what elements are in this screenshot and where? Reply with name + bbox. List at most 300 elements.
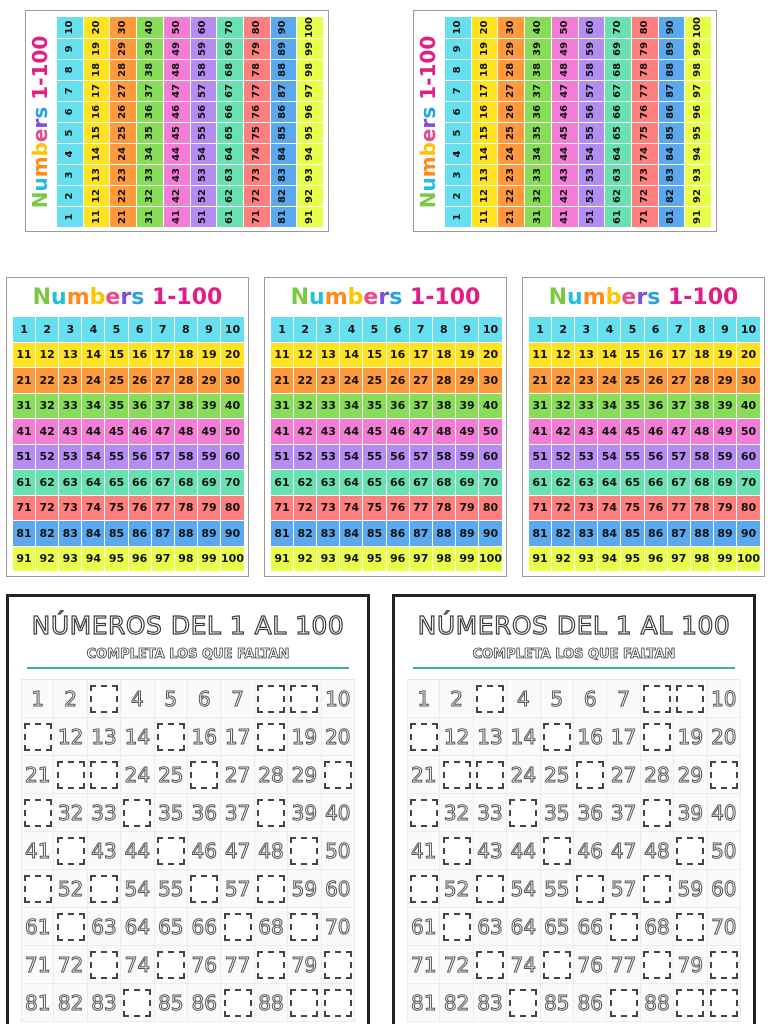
blank-box[interactable] [476, 685, 504, 713]
number-cell: 51 [529, 445, 551, 470]
number-cell: 13 [317, 343, 339, 368]
worksheet-number: 74 [510, 952, 537, 977]
chart-title-letter: 0 [465, 285, 481, 310]
number-cell: 23 [498, 165, 524, 185]
blank-box[interactable] [90, 685, 118, 713]
number-cell: 30 [110, 17, 136, 38]
number-cell: 64 [605, 144, 631, 164]
worksheet-cell [674, 794, 707, 832]
number-cell: 77 [668, 496, 690, 521]
worksheet-cell [574, 832, 607, 870]
worksheet-number: 63 [91, 914, 117, 939]
worksheet-cell [641, 984, 674, 1022]
chart-title-letter: N [28, 191, 52, 209]
worksheet-cell [221, 984, 254, 1022]
blank-box[interactable] [610, 989, 638, 1017]
number-cell: 13 [84, 165, 110, 185]
number-cell: 76 [387, 496, 409, 521]
number-cell: 9 [445, 39, 471, 59]
blank-box[interactable] [257, 875, 285, 903]
worksheet-cell [574, 794, 607, 832]
number-cell: 2 [36, 317, 58, 342]
blank-box[interactable] [257, 951, 285, 979]
number-cell: 41 [164, 207, 190, 227]
worksheet-cell [641, 718, 674, 756]
worksheet-number: 86 [191, 990, 217, 1015]
number-cell: 61 [605, 207, 631, 227]
chart-title-letter [144, 285, 152, 310]
worksheet-number: 7 [231, 686, 244, 711]
number-cell: 6 [387, 317, 409, 342]
blank-box[interactable] [676, 837, 704, 865]
number-cell: 92 [685, 186, 711, 206]
chart-title-letter: N [290, 285, 310, 310]
chart-title-letter: e [28, 128, 52, 143]
number-cell: 50 [552, 17, 578, 38]
blank-box[interactable] [710, 761, 738, 789]
worksheet-cell [574, 984, 607, 1022]
worksheet-cell [407, 832, 440, 870]
worksheet-cell [322, 984, 355, 1022]
worksheet-cell [54, 908, 87, 946]
blank-box[interactable] [290, 837, 318, 865]
worksheet-cell [54, 794, 87, 832]
number-cell: 47 [410, 419, 432, 444]
blank-box[interactable] [576, 875, 604, 903]
number-cell: 50 [164, 17, 190, 38]
worksheet-cell [221, 870, 254, 908]
number-cell: 62 [552, 470, 574, 495]
number-cell: 68 [691, 470, 713, 495]
number-cell: 76 [645, 496, 667, 521]
number-cell: 3 [575, 317, 597, 342]
worksheet-cell [288, 832, 321, 870]
number-cell: 4 [57, 144, 83, 164]
blank-box[interactable] [90, 761, 118, 789]
number-cell: 53 [59, 445, 81, 470]
worksheet-cell [574, 756, 607, 794]
worksheet-number: 21 [410, 762, 437, 787]
worksheet-cell [88, 832, 121, 870]
number-cell: 7 [152, 317, 174, 342]
worksheet-cell [221, 680, 254, 718]
number-cell: 57 [191, 81, 217, 101]
number-cell: 59 [714, 445, 736, 470]
number-cell: 43 [552, 165, 578, 185]
number-cell: 20 [737, 343, 760, 368]
number-cell: 6 [129, 317, 151, 342]
number-cell: 69 [605, 39, 631, 59]
number-cell: 25 [621, 368, 643, 393]
number-cell: 11 [13, 343, 35, 368]
number-cell: 92 [294, 547, 316, 572]
chart-title-letter: s [389, 285, 403, 310]
worksheet-cell [440, 794, 473, 832]
blank-box[interactable] [257, 799, 285, 827]
blank-box[interactable] [157, 723, 185, 751]
number-cell: 41 [552, 207, 578, 227]
number-cell: 86 [645, 521, 667, 546]
blank-box[interactable] [123, 989, 151, 1017]
blank-box[interactable] [443, 913, 471, 941]
blank-box[interactable] [643, 875, 671, 903]
number-cell: 23 [110, 165, 136, 185]
number-cell: 13 [59, 343, 81, 368]
number-cell: 24 [340, 368, 362, 393]
number-cell: 46 [552, 102, 578, 122]
number-cell: 42 [36, 419, 58, 444]
worksheet-cell [21, 718, 54, 756]
number-cell: 4 [598, 317, 620, 342]
number-cell: 52 [552, 445, 574, 470]
number-cell: 31 [137, 207, 163, 227]
blank-box[interactable] [57, 761, 85, 789]
number-cell: 98 [685, 60, 711, 80]
number-cell: 26 [645, 368, 667, 393]
blank-box[interactable] [224, 913, 252, 941]
worksheet-cell [674, 946, 707, 984]
blank-box[interactable] [643, 951, 671, 979]
number-cell: 34 [137, 144, 163, 164]
number-cell: 38 [525, 60, 551, 80]
blank-box[interactable] [410, 799, 438, 827]
worksheet-cell [88, 756, 121, 794]
number-cell: 86 [387, 521, 409, 546]
worksheet-cell [88, 984, 121, 1022]
blank-box[interactable] [257, 685, 285, 713]
number-cell: 43 [164, 165, 190, 185]
blank-box[interactable] [90, 951, 118, 979]
worksheet-cell [121, 984, 154, 1022]
worksheet-2 [392, 594, 756, 1024]
number-cell: 21 [110, 207, 136, 227]
number-cell: 47 [164, 81, 190, 101]
worksheet-number: 48 [644, 838, 670, 863]
worksheet-number: 40 [325, 800, 351, 825]
worksheet-number: 25 [544, 762, 570, 787]
number-cell: 29 [714, 368, 736, 393]
number-cell: 97 [152, 547, 174, 572]
worksheet-cell [440, 718, 473, 756]
number-cell: 80 [244, 17, 270, 38]
number-cell: 18 [433, 343, 455, 368]
worksheet-number: 19 [291, 724, 318, 749]
blank-box[interactable] [643, 799, 671, 827]
number-cell: 91 [13, 547, 35, 572]
blank-box[interactable] [676, 989, 704, 1017]
worksheet-number: 61 [410, 914, 437, 939]
number-cell: 65 [105, 470, 127, 495]
blank-box[interactable] [290, 685, 318, 713]
worksheet-number: 57 [610, 876, 637, 901]
worksheet-number: 5 [550, 686, 564, 711]
number-cell: 44 [82, 419, 104, 444]
worksheet-cell [407, 870, 440, 908]
number-cell: 93 [685, 165, 711, 185]
number-cell: 79 [714, 496, 736, 521]
chart-title-letter: 1 [151, 285, 168, 310]
blank-box[interactable] [90, 875, 118, 903]
blank-box[interactable] [543, 723, 571, 751]
number-cell: 1 [57, 207, 83, 227]
worksheet-cell [674, 870, 707, 908]
number-cell: 3 [445, 165, 471, 185]
worksheet-cell [541, 718, 574, 756]
number-grid [57, 17, 323, 227]
blank-box[interactable] [24, 799, 52, 827]
blank-box[interactable] [710, 989, 738, 1017]
chart-title-letter: - [416, 77, 440, 86]
number-cell: 6 [57, 102, 83, 122]
blank-box[interactable] [476, 875, 504, 903]
blank-box[interactable] [324, 761, 352, 789]
worksheet-number: 24 [510, 762, 537, 787]
blank-box[interactable] [123, 799, 151, 827]
number-cell: 35 [363, 394, 385, 419]
number-cell: 58 [175, 445, 197, 470]
worksheet-cell [255, 718, 288, 756]
number-cell: 38 [137, 60, 163, 80]
number-cell: 8 [175, 317, 197, 342]
blank-box[interactable] [643, 685, 671, 713]
blank-box[interactable] [476, 761, 504, 789]
worksheet-cell [474, 794, 507, 832]
number-cell: 64 [598, 470, 620, 495]
number-cell: 67 [410, 470, 432, 495]
worksheet-cell [255, 870, 288, 908]
number-cell: 85 [659, 123, 685, 143]
worksheet-cell [155, 832, 188, 870]
number-cell: 83 [317, 521, 339, 546]
number-cell: 33 [137, 165, 163, 185]
number-cell: 30 [498, 17, 524, 38]
blank-box[interactable] [543, 951, 571, 979]
blank-box[interactable] [509, 989, 537, 1017]
number-cell: 27 [498, 81, 524, 101]
blank-box[interactable] [710, 951, 738, 979]
worksheet-cell [21, 680, 54, 718]
chart-title-letter: 0 [191, 285, 208, 310]
number-cell: 51 [579, 207, 605, 227]
worksheet-number: 79 [677, 952, 704, 977]
worksheet-number: 28 [258, 762, 284, 787]
number-cell: 81 [659, 207, 685, 227]
worksheet-number: 79 [291, 952, 318, 977]
number-cell: 43 [317, 419, 339, 444]
number-cell: 71 [632, 207, 658, 227]
number-cell: 86 [271, 102, 297, 122]
blank-box[interactable] [543, 837, 571, 865]
worksheet-number: 52 [57, 876, 84, 901]
number-cell: 19 [714, 343, 736, 368]
worksheet-cell [88, 794, 121, 832]
number-cell: 50 [479, 419, 502, 444]
number-cell: 77 [632, 81, 658, 101]
blank-box[interactable] [57, 913, 85, 941]
worksheet-cell [607, 680, 640, 718]
blank-box[interactable] [324, 989, 352, 1017]
worksheet-cell [121, 870, 154, 908]
number-cell: 87 [271, 81, 297, 101]
worksheet-number: 14 [124, 724, 151, 749]
number-cell: 12 [36, 343, 58, 368]
number-cell: 43 [575, 419, 597, 444]
worksheet-cell [440, 908, 473, 946]
worksheet-cell [88, 908, 121, 946]
blank-box[interactable] [443, 837, 471, 865]
number-cell: 5 [57, 123, 83, 143]
worksheet-cell [21, 946, 54, 984]
numbers-chart-3 [522, 277, 765, 577]
worksheet-cell [474, 756, 507, 794]
number-cell: 100 [221, 547, 244, 572]
blank-box[interactable] [57, 837, 85, 865]
number-cell: 93 [575, 547, 597, 572]
number-cell: 90 [479, 521, 502, 546]
blank-box[interactable] [443, 761, 471, 789]
number-cell: 69 [198, 470, 220, 495]
number-cell: 35 [525, 123, 551, 143]
number-cell: 37 [152, 394, 174, 419]
worksheet-number: 12 [443, 724, 470, 749]
blank-box[interactable] [24, 875, 52, 903]
number-cell: 92 [297, 186, 323, 206]
worksheet-cell [188, 680, 221, 718]
worksheet-cell [54, 680, 87, 718]
number-cell: 21 [271, 368, 293, 393]
number-cell: 52 [191, 186, 217, 206]
number-cell: 39 [525, 39, 551, 59]
worksheet-number: 6 [583, 686, 597, 711]
number-cell: 20 [221, 343, 244, 368]
number-cell: 68 [605, 60, 631, 80]
worksheet-cell [674, 718, 707, 756]
blank-box[interactable] [157, 951, 185, 979]
blank-box[interactable] [576, 761, 604, 789]
worksheet-cell [541, 756, 574, 794]
worksheet-cell [407, 908, 440, 946]
worksheet-number: 21 [24, 762, 51, 787]
number-cell: 45 [164, 123, 190, 143]
number-cell: 95 [105, 547, 127, 572]
blank-box[interactable] [676, 913, 704, 941]
worksheet-number: 36 [577, 800, 603, 825]
blank-box[interactable] [190, 761, 218, 789]
number-cell: 10 [479, 317, 502, 342]
worksheet-cell [641, 794, 674, 832]
blank-box[interactable] [410, 875, 438, 903]
worksheet-number: 19 [677, 724, 704, 749]
number-cell: 47 [552, 81, 578, 101]
number-cell: 89 [714, 521, 736, 546]
worksheet-number: 72 [57, 952, 84, 977]
chart-title-letter: N [416, 191, 440, 209]
blank-box[interactable] [324, 951, 352, 979]
number-cell: 62 [294, 470, 316, 495]
chart-title-letter: r [120, 285, 132, 310]
worksheet-number: 1 [31, 686, 45, 711]
blank-box[interactable] [290, 913, 318, 941]
number-cell: 36 [525, 102, 551, 122]
number-cell: 32 [552, 394, 574, 419]
number-cell: 63 [575, 470, 597, 495]
number-cell: 35 [105, 394, 127, 419]
worksheet-number: 33 [477, 800, 503, 825]
worksheet-cell [255, 756, 288, 794]
number-cell: 79 [632, 39, 658, 59]
worksheet-number: 32 [57, 800, 84, 825]
chart-title-letter: 0 [28, 49, 52, 64]
worksheet-cell [574, 946, 607, 984]
worksheet-number: 41 [24, 838, 51, 863]
divider [27, 667, 349, 669]
chart-title-letter: u [28, 177, 52, 192]
blank-box[interactable] [157, 837, 185, 865]
worksheet-cell [607, 984, 640, 1022]
chart-title-letter: 0 [207, 285, 223, 310]
number-cell: 80 [632, 17, 658, 38]
blank-box[interactable] [24, 723, 52, 751]
blank-box[interactable] [643, 723, 671, 751]
number-cell: 72 [244, 186, 270, 206]
number-cell: 60 [191, 17, 217, 38]
worksheet-cell [407, 946, 440, 984]
worksheet-cell [641, 870, 674, 908]
worksheet-cell [507, 718, 540, 756]
number-cell: 71 [529, 496, 551, 521]
blank-box[interactable] [190, 875, 218, 903]
blank-box[interactable] [476, 951, 504, 979]
number-cell: 44 [164, 144, 190, 164]
rotated-content [26, 11, 330, 233]
number-cell: 82 [36, 521, 58, 546]
worksheet-cell [507, 870, 540, 908]
number-cell: 33 [317, 394, 339, 419]
blank-box[interactable] [610, 913, 638, 941]
number-cell: 27 [152, 368, 174, 393]
blank-box[interactable] [224, 989, 252, 1017]
number-cell: 49 [552, 39, 578, 59]
worksheet-number: 71 [24, 952, 51, 977]
number-cell: 69 [217, 39, 243, 59]
chart-title-letter: N [32, 285, 52, 310]
blank-box[interactable] [257, 723, 285, 751]
number-cell: 94 [82, 547, 104, 572]
blank-box[interactable] [509, 799, 537, 827]
worksheet-cell [407, 718, 440, 756]
worksheet-cell [21, 832, 54, 870]
blank-box[interactable] [290, 989, 318, 1017]
worksheet-cell [641, 908, 674, 946]
worksheet-cell [322, 756, 355, 794]
chart-title-letter: 1 [176, 285, 192, 310]
worksheet-cell [322, 946, 355, 984]
worksheet-cell [674, 756, 707, 794]
worksheet-cell [507, 946, 540, 984]
chart-title-letter: e [621, 285, 637, 310]
blank-box[interactable] [676, 685, 704, 713]
number-cell: 9 [456, 317, 478, 342]
blank-box[interactable] [410, 723, 438, 751]
chart-title-letter: s [28, 106, 52, 119]
number-cell: 34 [525, 144, 551, 164]
number-cell: 79 [456, 496, 478, 521]
number-cell: 3 [59, 317, 81, 342]
worksheet-number: 16 [577, 724, 603, 749]
worksheet-cell [641, 680, 674, 718]
number-cell: 15 [472, 123, 498, 143]
number-cell: 53 [575, 445, 597, 470]
